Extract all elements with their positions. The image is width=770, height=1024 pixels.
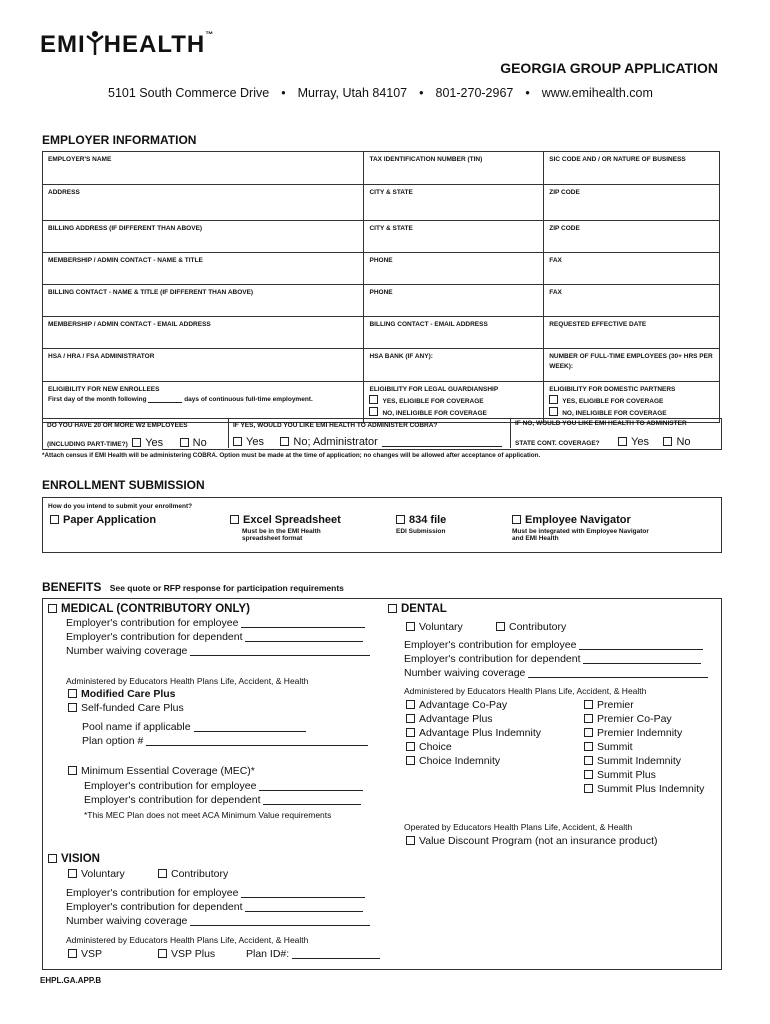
input-line[interactable] xyxy=(528,677,708,678)
phone-number: 801-270-2967 xyxy=(435,86,514,100)
emi-health-logo xyxy=(40,30,214,59)
document-title: GEORGIA GROUP APPLICATION xyxy=(500,60,718,76)
checkbox[interactable] xyxy=(584,756,593,765)
dental-contrib-employee: Employer's contribution for employee xyxy=(404,639,703,651)
checkbox[interactable] xyxy=(68,869,77,878)
input-line[interactable] xyxy=(579,649,703,650)
dental-plan-option[interactable]: Summit Plus Indemnity xyxy=(584,783,704,795)
vision-voluntary-option[interactable]: Voluntary xyxy=(68,868,125,880)
employer-info-table xyxy=(42,151,720,423)
eligibility-new-text-1: First day of the month following xyxy=(48,396,147,403)
input-line[interactable] xyxy=(241,897,365,898)
mec-note: *This MEC Plan does not meet ACA Minimum Value requirements xyxy=(84,810,332,820)
medical-admin-note: Administered by Educators Health Plans Life, Accident, & Health xyxy=(66,676,309,686)
checkbox[interactable] xyxy=(68,949,77,958)
effective-date-field[interactable]: REQUESTED EFFECTIVE DATE xyxy=(544,317,720,349)
separator: • xyxy=(525,86,530,100)
dental-plan-option[interactable]: Advantage Plus xyxy=(406,713,493,725)
street-address: 5101 South Commerce Drive xyxy=(108,86,270,100)
city-state-field[interactable]: CITY & STATE xyxy=(364,185,544,221)
logo-text-health: HEALTH xyxy=(103,31,206,58)
plan-id-input[interactable] xyxy=(292,958,380,959)
checkbox[interactable] xyxy=(549,395,558,404)
state-cont-yes-option[interactable]: Yes xyxy=(618,436,649,448)
vsp-option[interactable]: VSP xyxy=(68,948,102,960)
checkbox[interactable] xyxy=(369,407,378,416)
enroll-option-834[interactable]: 834 file EDI Submission xyxy=(396,514,447,535)
input-line[interactable] xyxy=(259,790,363,791)
checkbox[interactable] xyxy=(584,770,593,779)
billing-contact-name-field[interactable]: BILLING CONTACT - NAME & TITLE (IF DIFFERENT THAN ABOVE) xyxy=(43,285,364,317)
cobra-footnote: *Attach census if EMI Health will be administering COBRA. Option must be made at the time of application; no changes will be allowed after acceptance of application. xyxy=(42,452,541,459)
person-figure-icon xyxy=(86,30,104,56)
medical-contrib-employee: Employer's contribution for employee xyxy=(66,617,365,629)
checkbox[interactable] xyxy=(158,869,167,878)
eligibility-new-enrollees xyxy=(43,382,364,423)
checkbox[interactable] xyxy=(68,689,77,698)
checkbox[interactable] xyxy=(512,515,521,524)
w2-yes-option[interactable]: Yes xyxy=(132,437,163,449)
checkbox[interactable] xyxy=(396,515,405,524)
dental-option[interactable]: DENTAL xyxy=(388,603,447,615)
medical-contrib-dependent: Employer's contribution for dependent xyxy=(66,631,363,643)
dental-operated-note: Operated by Educators Health Plans Life, Accident, & Health xyxy=(404,822,633,832)
enrollment-question: How do you intend to submit your enrollment? xyxy=(48,503,193,510)
legal-guardianship-title: ELIGIBILITY FOR LEGAL GUARDIANSHIP xyxy=(369,386,499,393)
modified-care-plus-option[interactable]: Modified Care Plus xyxy=(68,688,176,700)
hsa-administrator-field[interactable]: HSA / HRA / FSA ADMINISTRATOR xyxy=(43,349,364,382)
billing-zip-code-field[interactable]: ZIP CODE xyxy=(544,221,720,253)
checkbox[interactable] xyxy=(663,437,672,446)
separator: • xyxy=(419,86,424,100)
admin-contact-name-field[interactable]: MEMBERSHIP / ADMIN CONTACT - NAME & TITLE xyxy=(43,253,364,285)
checkbox[interactable] xyxy=(68,766,77,775)
cobra-question: IF YES, WOULD YOU LIKE EMI HEALTH TO ADMINISTER COBRA? xyxy=(233,422,438,429)
mec-contrib-employee: Employer's contribution for employee xyxy=(84,780,363,792)
dental-plan-option[interactable]: Advantage Plus Indemnity xyxy=(406,727,541,739)
checkbox[interactable] xyxy=(68,703,77,712)
w2-question: DO YOU HAVE 20 OR MORE W2 EMPLOYEES xyxy=(47,422,188,429)
input-line[interactable] xyxy=(245,641,363,642)
domestic-yes-option[interactable]: YES, ELIGIBLE FOR COVERAGE xyxy=(549,395,714,407)
dental-plan-option[interactable]: Choice Indemnity xyxy=(406,755,500,767)
vision-contributory-option[interactable]: Contributory xyxy=(158,868,228,880)
billing-phone-field[interactable]: PHONE xyxy=(364,285,544,317)
value-discount-option[interactable]: Value Discount Program (not an insurance product) xyxy=(406,835,658,847)
checkbox[interactable] xyxy=(406,622,415,631)
input-line[interactable] xyxy=(146,745,368,746)
benefits-subheading: See quote or RFP response for participation requirements xyxy=(109,583,344,593)
checkbox[interactable] xyxy=(369,395,378,404)
checkbox[interactable] xyxy=(584,714,593,723)
vsp-plus-option[interactable]: VSP Plus xyxy=(158,948,215,960)
cobra-administrator-input[interactable] xyxy=(382,446,502,447)
checkbox[interactable] xyxy=(406,756,415,765)
zip-code-field[interactable]: ZIP CODE xyxy=(544,185,720,221)
input-line[interactable] xyxy=(190,925,370,926)
checkbox[interactable] xyxy=(233,437,242,446)
checkbox[interactable] xyxy=(48,854,57,863)
domestic-partners-title: ELIGIBILITY FOR DOMESTIC PARTNERS xyxy=(549,386,676,393)
vision-contrib-dependent: Employer's contribution for dependent xyxy=(66,901,363,913)
fulltime-employees-field[interactable]: NUMBER OF FULL-TIME EMPLOYEES (30+ HRS PER WEEK): xyxy=(544,349,720,382)
checkbox[interactable] xyxy=(388,604,397,613)
vision-admin-note: Administered by Educators Health Plans Life, Accident, & Health xyxy=(66,935,309,945)
hsa-bank-field[interactable]: HSA BANK (IF ANY): xyxy=(364,349,544,382)
website: www.emihealth.com xyxy=(541,86,653,100)
billing-city-state-field[interactable]: CITY & STATE xyxy=(364,221,544,253)
dental-plan-option[interactable]: Premier Co-Pay xyxy=(584,713,672,725)
divider xyxy=(228,418,229,448)
admin-fax-field[interactable]: FAX xyxy=(544,253,720,285)
checkbox[interactable] xyxy=(406,742,415,751)
checkbox[interactable] xyxy=(158,949,167,958)
cobra-no-option[interactable]: No; Administrator xyxy=(280,436,377,448)
checkbox[interactable] xyxy=(549,407,558,416)
separator: • xyxy=(281,86,286,100)
w2-no-option[interactable]: No xyxy=(180,437,207,449)
admin-email-field[interactable]: MEMBERSHIP / ADMIN CONTACT - EMAIL ADDRESS xyxy=(43,317,364,349)
checkbox[interactable] xyxy=(48,604,57,613)
pool-name: Pool name if applicable xyxy=(82,721,306,733)
dental-plan-option[interactable]: Summit Plus xyxy=(584,769,656,781)
checkbox[interactable] xyxy=(406,728,415,737)
state-cont-question-2: STATE CONT. COVERAGE? xyxy=(515,440,600,447)
trademark-symbol: ™ xyxy=(205,30,215,39)
plan-id: Plan ID#: xyxy=(246,948,380,960)
form-code: EHPL.GA.APP.B xyxy=(40,976,102,985)
address-field[interactable]: ADDRESS xyxy=(43,185,364,221)
checkbox[interactable] xyxy=(496,622,505,631)
enroll-option-paper[interactable]: Paper Application xyxy=(50,514,156,526)
tin-field[interactable]: TAX IDENTIFICATION NUMBER (TIN) xyxy=(364,152,544,185)
eligibility-new-text-2: days of continuous full-time employment. xyxy=(184,396,313,403)
benefits-heading: BENEFITS xyxy=(42,580,102,594)
checkbox[interactable] xyxy=(584,700,593,709)
cobra-yes-option[interactable]: Yes xyxy=(233,436,264,448)
eligibility-new-title: ELIGIBILITY FOR NEW ENROLLEES xyxy=(48,386,160,393)
plan-option: Plan option # xyxy=(82,735,368,747)
dental-plan-option[interactable]: Premier xyxy=(584,699,634,711)
state-cont-answer-group xyxy=(515,432,691,450)
admin-phone-field[interactable]: PHONE xyxy=(364,253,544,285)
dental-plan-option[interactable]: Advantage Co-Pay xyxy=(406,699,507,711)
employer-name-field[interactable]: EMPLOYER'S NAME xyxy=(43,152,364,185)
state-cont-no-option[interactable]: No xyxy=(663,436,690,448)
company-address-line xyxy=(108,86,653,100)
dental-plan-option[interactable]: Summit Indemnity xyxy=(584,755,681,767)
divider xyxy=(510,418,511,448)
dental-plan-option[interactable]: Summit xyxy=(584,741,633,753)
w2-question-2: (INCLUDING PART-TIME?) xyxy=(47,441,128,448)
benefits-heading-line xyxy=(42,578,344,596)
eligibility-legal-guardianship xyxy=(364,382,544,423)
medical-waiving: Number waiving coverage xyxy=(66,645,370,657)
eligibility-domestic-partners xyxy=(544,382,720,423)
input-line[interactable] xyxy=(263,804,361,805)
sic-code-field[interactable]: SIC CODE AND / OR NATURE OF BUSINESS xyxy=(544,152,720,185)
checkbox[interactable] xyxy=(50,515,59,524)
input-line[interactable] xyxy=(241,627,365,628)
checkbox[interactable] xyxy=(584,742,593,751)
logo-text-emi: EMI xyxy=(40,31,86,58)
w2-answer-group xyxy=(47,433,207,451)
enroll-option-excel[interactable]: Excel Spreadsheet Must be in the EMI Health spreadsheet format xyxy=(230,514,341,542)
billing-email-field[interactable]: BILLING CONTACT - EMAIL ADDRESS xyxy=(364,317,544,349)
dental-admin-note: Administered by Educators Health Plans Life, Accident, & Health xyxy=(404,686,647,696)
checkbox[interactable] xyxy=(584,784,593,793)
domestic-no-option[interactable]: NO, INELIGIBLE FOR COVERAGE xyxy=(549,407,714,419)
checkbox[interactable] xyxy=(406,714,415,723)
dental-plan-option[interactable]: Choice xyxy=(406,741,452,753)
days-input[interactable] xyxy=(148,402,182,403)
input-line[interactable] xyxy=(245,911,363,912)
cobra-answer-group xyxy=(233,432,502,450)
dental-contrib-dependent: Employer's contribution for dependent xyxy=(404,653,701,665)
enrollment-heading: ENROLLMENT SUBMISSION xyxy=(42,478,205,492)
state-cont-question: IF NO, WOULD YOU LIKE EMI HEALTH TO ADMINISTER xyxy=(515,420,687,427)
dental-waiving: Number waiving coverage xyxy=(404,667,708,679)
checkbox[interactable] xyxy=(406,836,415,845)
checkbox[interactable] xyxy=(618,437,627,446)
city-zip: Murray, Utah 84107 xyxy=(297,86,408,100)
self-funded-care-plus-option[interactable]: Self-funded Care Plus xyxy=(68,702,184,714)
medical-option[interactable]: MEDICAL (CONTRIBUTORY ONLY) xyxy=(48,603,250,615)
checkbox[interactable] xyxy=(132,438,141,447)
billing-address-field[interactable]: BILLING ADDRESS (IF DIFFERENT THAN ABOVE) xyxy=(43,221,364,253)
employer-info-heading: EMPLOYER INFORMATION xyxy=(42,133,197,147)
dental-contributory-option[interactable]: Contributory xyxy=(496,621,566,633)
legal-no-option[interactable]: NO, INELIGIBLE FOR COVERAGE xyxy=(369,407,538,419)
checkbox[interactable] xyxy=(406,700,415,709)
vision-waiving: Number waiving coverage xyxy=(66,915,370,927)
billing-fax-field[interactable]: FAX xyxy=(544,285,720,317)
dental-voluntary-option[interactable]: Voluntary xyxy=(406,621,463,633)
dental-plan-option[interactable]: Premier Indemnity xyxy=(584,727,682,739)
legal-yes-option[interactable]: YES, ELIGIBLE FOR COVERAGE xyxy=(369,395,538,407)
input-line[interactable] xyxy=(190,655,370,656)
input-line[interactable] xyxy=(583,663,701,664)
mec-contrib-dependent: Employer's contribution for dependent xyxy=(84,794,361,806)
input-line[interactable] xyxy=(194,731,306,732)
checkbox[interactable] xyxy=(180,438,189,447)
checkbox[interactable] xyxy=(230,515,239,524)
checkbox[interactable] xyxy=(280,437,289,446)
enroll-option-navigator[interactable]: Employee Navigator Must be integrated with Employee Navigator and EMI Health xyxy=(512,514,649,542)
checkbox[interactable] xyxy=(584,728,593,737)
vision-contrib-employee: Employer's contribution for employee xyxy=(66,887,365,899)
mec-option[interactable]: Minimum Essential Coverage (MEC)* xyxy=(68,765,255,777)
vision-option[interactable]: VISION xyxy=(48,853,100,865)
